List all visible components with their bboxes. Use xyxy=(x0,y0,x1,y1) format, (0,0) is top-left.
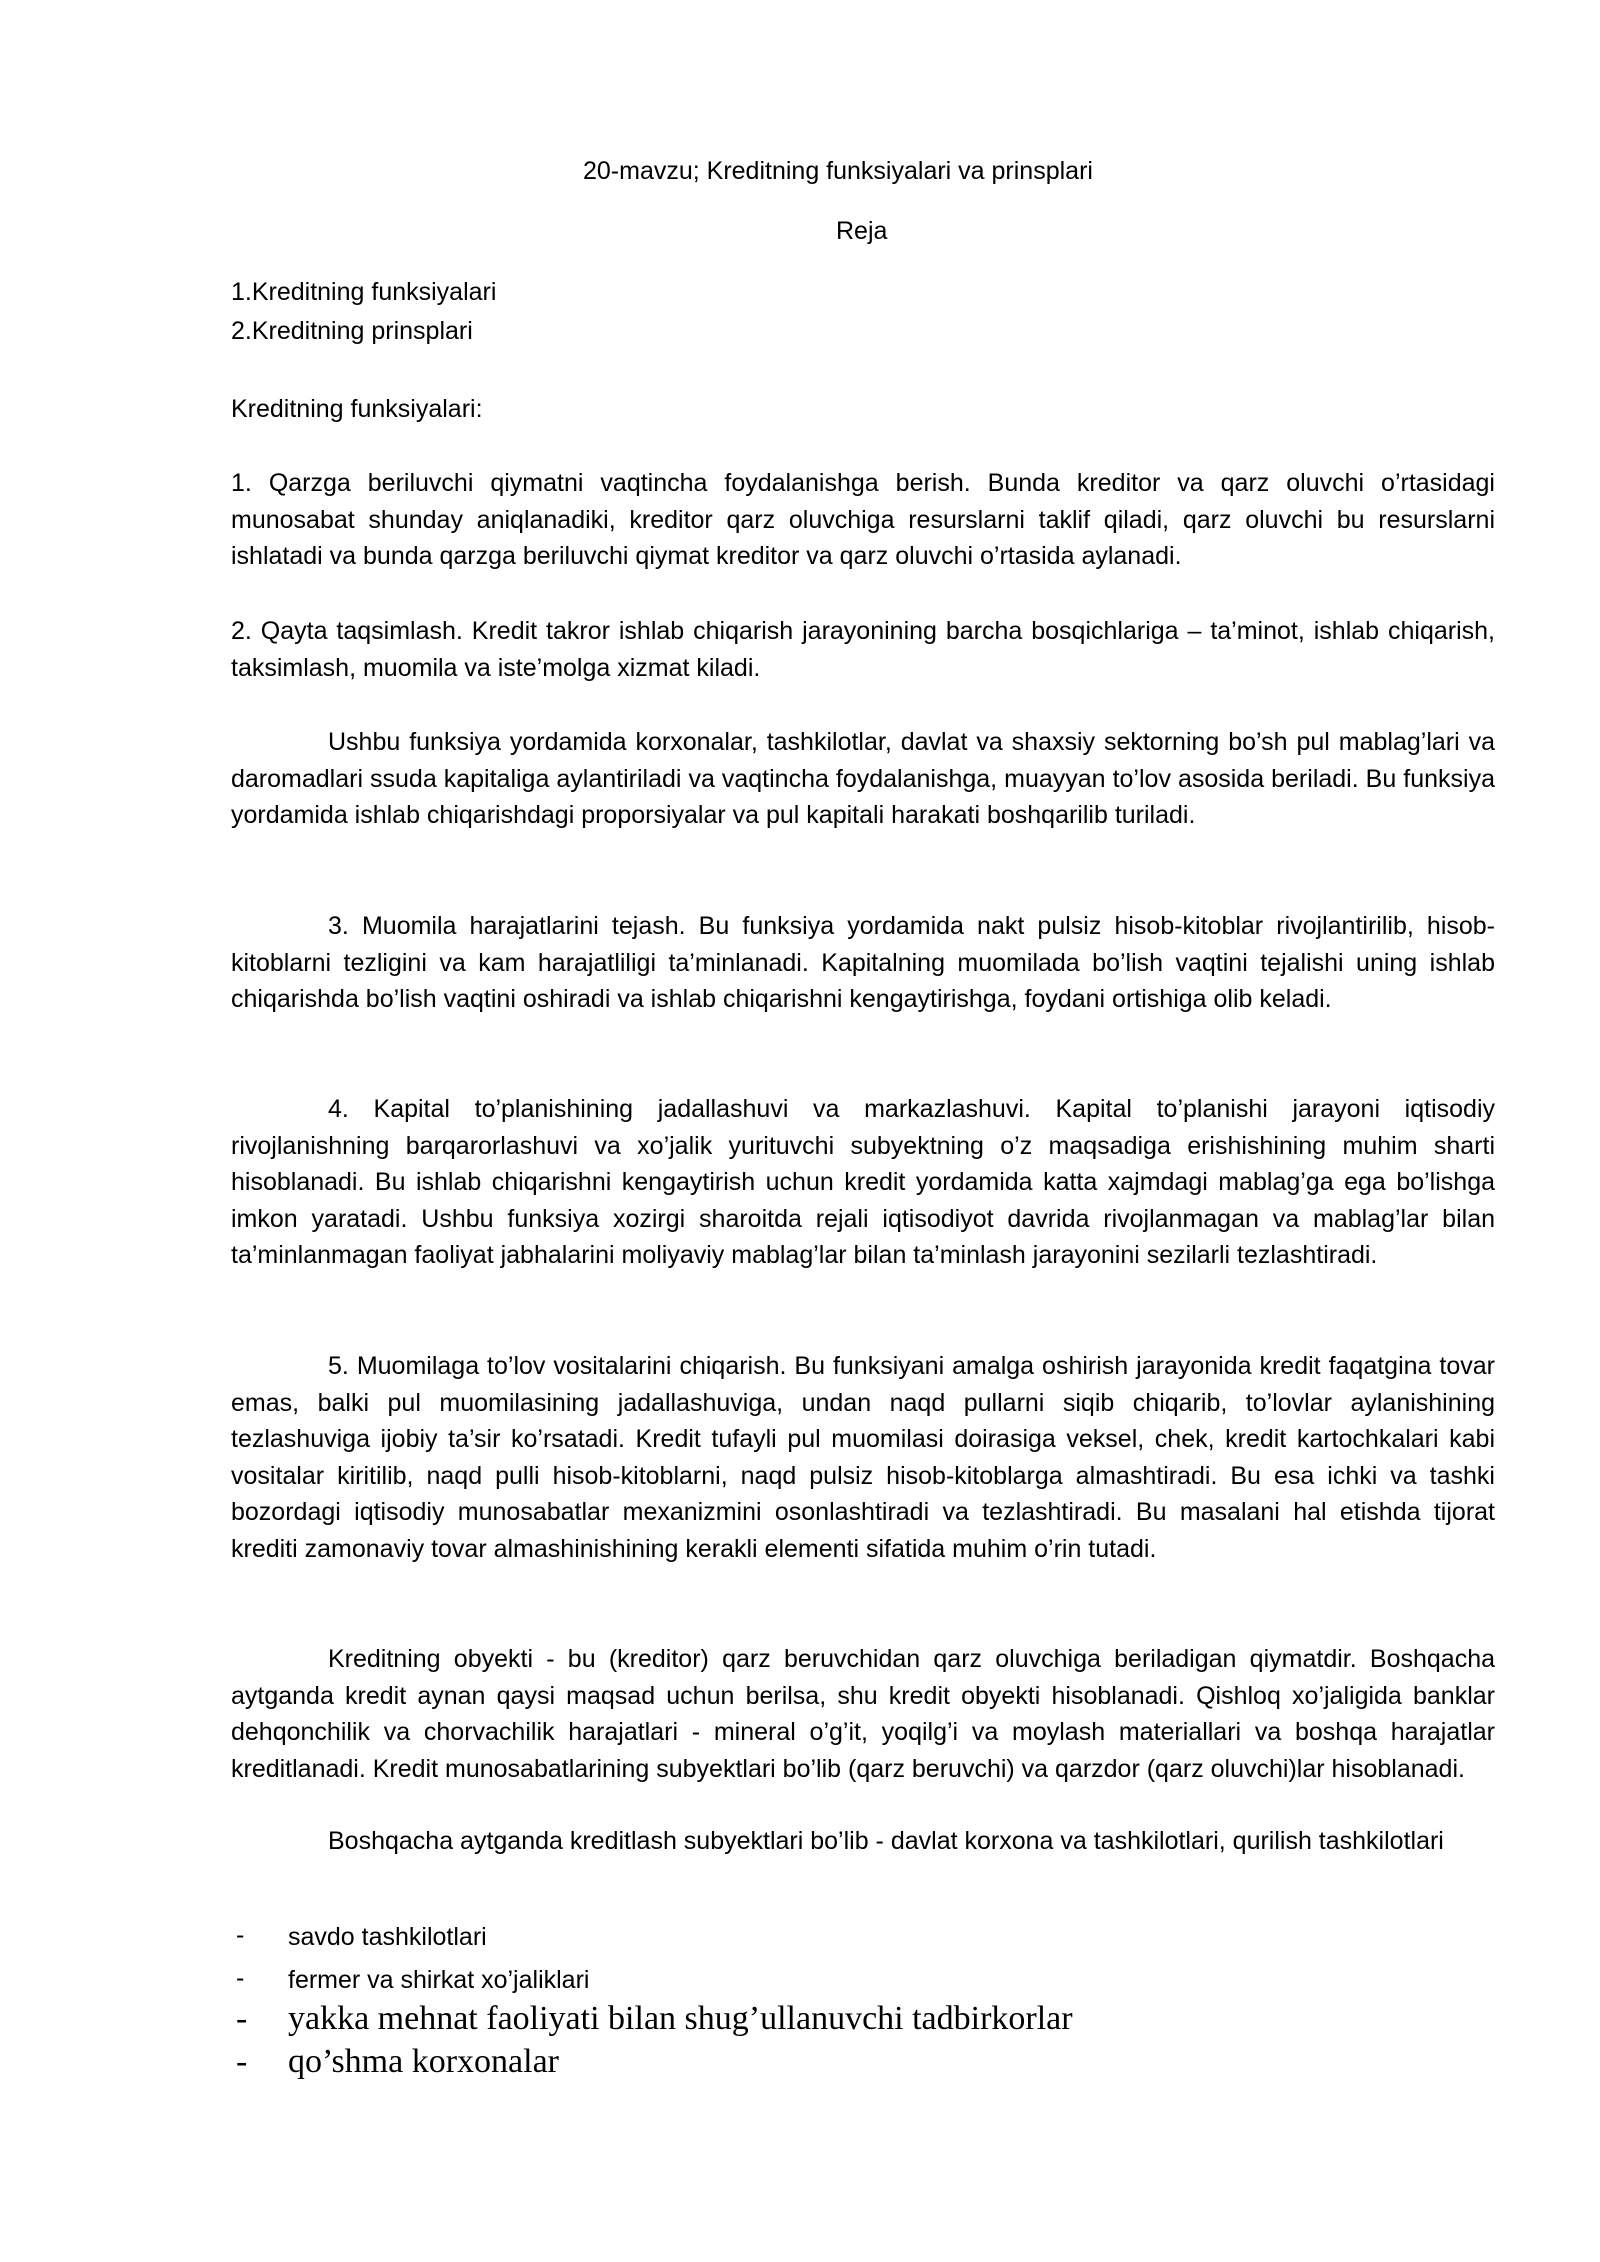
paragraph-credit-object: Kreditning obyekti - bu (kreditor) qarz beruvchidan qarz oluvchiga beriladigan qiymatdir. Boshqacha aytganda kredit aynan qaysi maqsad uchun berilsa, shu kredit obyekti hisoblanadi. Qishloq xo’jaligida banklar dehqonchilik va chorvachilik harajatlari - mineral o’g’it, yoqilg’i va moylash materiallari va boshqa harajatlar kreditlanadi. Kredit munosabatlarining subyektlari bo’lib (qarz beruvchi) va qarzdor (qarz oluvchi)lar hisoblanadi. xyxy=(231,1645,1495,1783)
paragraph-function-3: 3. Muomila harajatlarini tejash. Bu funksiya yordamida nakt pulsiz hisob-kitoblar rivojlantirilib, hisob-kitoblarni tezligini va kam harajatliligi ta’minlanadi. Kapitalning muomilada bo’lish vaqtini tejalishi uning ishlab chiqarishda bo’lish vaqtini oshiradi va ishlab chiqarishni kengaytirishga, foydani ortishiga olib keladi. xyxy=(231,912,1495,1013)
document-title: 20-mavzu; Kreditning funksiyalari va prinsplari xyxy=(583,157,1093,185)
paragraph-function-4: 4. Kapital to’planishining jadallashuvi va markazlashuvi. Kapital to’planishi jarayoni iqtisodiy rivojlanishning barqarorlashuvi va xo’jalik yurituvchi subyektning o’z maqsadiga erishishining muhim sharti hisoblanadi. Bu ishlab chiqarishni kengaytirish uchun kredit yordamida katta xajmdagi mablag’ga ega bo’lishga imkon yaratadi. Ushbu funksiya xozirgi sharoitda rejali iqtisodiyot davrida rivojlanmagan va mablag’lar bilan ta’minlanmagan faoliyat jabhalarini moliyaviy mablag’lar bilan ta’minlash jarayonini sezilarli tezlashtiradi. xyxy=(231,1095,1495,1269)
list-bullet: - xyxy=(236,2043,248,2080)
section-heading: Kreditning funksiyalari: xyxy=(231,395,483,423)
paragraph-credit-subjects: Boshqacha aytganda kreditlash subyektlari bo’lib - davlat korxona va tashkilotlari, qurilish tashkilotlari xyxy=(328,1827,1444,1855)
paragraph-redistribution-detail: Ushbu funksiya yordamida korxonalar, tashkilotlar, davlat va shaxsiy sektorning bo’sh pul mablag’lari va daromadlari ssuda kapitaliga aylantiriladi va vaqtincha foydalanishga, muayyan to’lov asosida beriladi. Bu funksiya yordamida ishlab chiqarishdagi proporsiyalar va pul kapitali harakati boshqarilib turiladi. xyxy=(231,728,1495,829)
list-bullet: - xyxy=(236,2000,248,2037)
plan-item-2: 2.Kreditning prinsplari xyxy=(231,317,473,345)
list-item: yakka mehnat faoliyati bilan shug’ullanuvchi tadbirkorlar xyxy=(288,2000,1073,2037)
paragraph-function-2: 2. Qayta taqsimlash. Kredit takror ishlab chiqarish jarayonining barcha bosqichlariga – ta’minot, ishlab chiqarish, taksimlash, muomila va iste’molga xizmat kiladi. xyxy=(231,617,1495,682)
paragraph-function-1: 1. Qarzga beriluvchi qiymatni vaqtincha foydalanishga berish. Bunda kreditor va qarz oluvchi o’rtasidagi munosabat shunday aniqlanadiki, kreditor qarz oluvchiga resurslarni taklif qiladi, qarz oluvchi bu resurslarni ishlatadi va bunda qarzga beriluvchi qiymat kreditor va qarz oluvchi o’rtasida aylanadi. xyxy=(231,469,1495,570)
paragraph-function-5: 5. Muomilaga to’lov vositalarini chiqarish. Bu funksiyani amalga oshirish jarayonida kredit faqatgina tovar emas, balki pul muomilasining jadallashuviga, undan naqd pullarni siqib chiqarib, to’lovlar aylanishining tezlashuviga ijobiy ta’sir ko’rsatadi. Kredit tufayli pul muomilasi doirasiga veksel, chek, kredit kartochkalari kabi vositalar kiritilib, naqd pulli hisob-kitoblarni, naqd pulsiz hisob-kitoblarga almashtiradi. Bu esa ichki va tashki bozordagi iqtisodiy munosabatlar mexanizmini osonlashtiradi va tezlashtiradi. Bu masalani hal etishda tijorat krediti zamonaviy tovar almashinishining kerakli elementi sifatida muhim o’rin tutadi. xyxy=(231,1352,1495,1563)
list-bullet: - xyxy=(236,1964,245,1992)
list-bullet: - xyxy=(236,1921,245,1949)
plan-item-1: 1.Kreditning funksiyalari xyxy=(231,278,497,306)
list-item: qo’shma korxonalar xyxy=(288,2043,559,2080)
plan-heading: Reja xyxy=(836,217,888,245)
list-item: savdo tashkilotlari xyxy=(288,1923,487,1951)
list-item: fermer va shirkat xo’jaliklari xyxy=(288,1966,590,1994)
